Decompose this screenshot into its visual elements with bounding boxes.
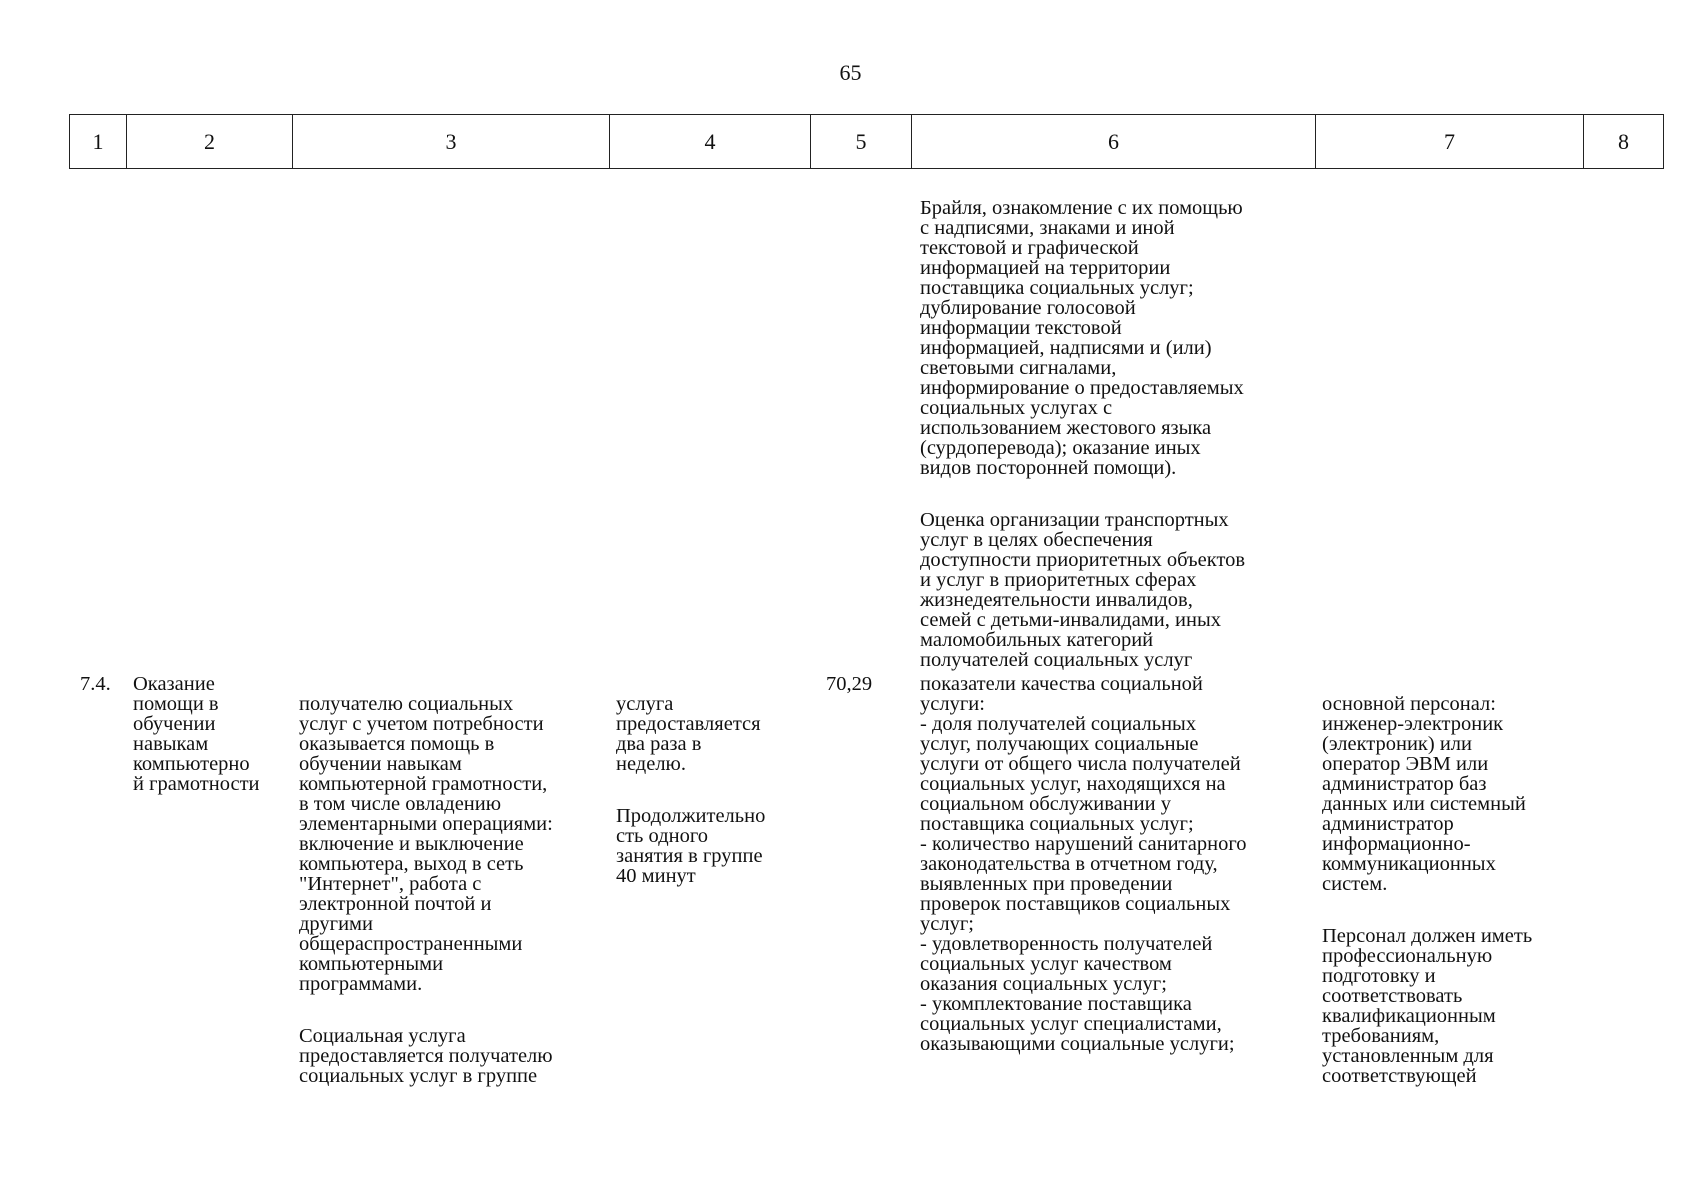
page-number: 65 <box>839 60 862 85</box>
continuation-col6 <box>920 178 1320 690</box>
header-col-2: 2 <box>127 115 293 169</box>
header-col-8: 8 <box>1584 115 1664 169</box>
quality-indicators: показатели качества социальной услуги: - доля получателей социальных услуг, получающих социальные услуги от общего числа получателей социальных услуг, находящихся на социальном обслуживании у поставщика социальных услуг; - количество нарушений санитарного законодательства в отчетном году, выявленных при проведении проверок поставщиков социальных услуг; - удовлетворенность получателей социальных услуг качеством оказания социальных услуг; - укомплектование поставщика социальных услуг специалистами, оказывающими социальные услуги; <box>920 673 1247 1055</box>
service-frequency <box>616 674 811 906</box>
service-name: Оказание помощи в обучении навыкам компьютерно й грамотности <box>133 673 260 795</box>
row-number: 7.4. <box>80 673 111 695</box>
continuation-paragraph: Оценка организации транспортных услуг в целях обеспечения доступности приоритетных объектов и услуг в приоритетных сферах жизнедеятельности инвалидов, семей с детьми-инвалидами, иных маломобильных категорий получателей социальных услуг <box>920 509 1246 671</box>
header-col-7: 7 <box>1316 115 1584 169</box>
frequency-paragraph: услуга предоставляется два раза в неделю. <box>616 693 761 775</box>
table-header <box>69 114 1664 169</box>
personnel-requirements <box>1322 674 1592 1106</box>
continuation-paragraph: Брайля, ознакомление с их помощью с надписями, знаками и иной текстовой и графической информацией на территории поставщика социальных услуг; дублирование голосовой информации текстовой информацией, надписями и (или) световыми сигналами, информирование о предоставляемых социальных услугах с использованием жестового языка (сурдоперевода); оказание иных видов посторонней помощи). <box>920 197 1244 479</box>
frequency-paragraph: Продолжительно сть одного занятия в группе 40 минут <box>616 805 766 887</box>
header-col-3: 3 <box>293 115 610 169</box>
personnel-paragraph: Персонал должен иметь профессиональную подготовку и соответствовать квалификационным требованиям, установленным для соответствующей <box>1322 925 1533 1087</box>
header-col-4: 4 <box>610 115 811 169</box>
description-paragraph: Социальная услуга предоставляется получателю социальных услуг в группе <box>299 1025 553 1087</box>
service-description <box>299 674 611 1106</box>
service-tariff: 70,29 <box>826 673 873 695</box>
header-col-1: 1 <box>70 115 127 169</box>
header-col-5: 5 <box>811 115 912 169</box>
personnel-paragraph: основной персонал: инженер-электроник (электроник) или оператор ЭВМ или администратор баз данных или системный администратор информационно- коммуникационных систем. <box>1322 693 1526 895</box>
header-row <box>70 115 1664 169</box>
header-col-6: 6 <box>912 115 1316 169</box>
description-paragraph: получателю социальных услуг с учетом потребности оказывается помощь в обучении навыкам компьютерной грамотности, в том числе овладению элементарными операциями: включение и выключение компьютера, выход в сеть "Интернет", работа с электронной почтой и другими общераспространенными компьютерными программами. <box>299 693 553 995</box>
